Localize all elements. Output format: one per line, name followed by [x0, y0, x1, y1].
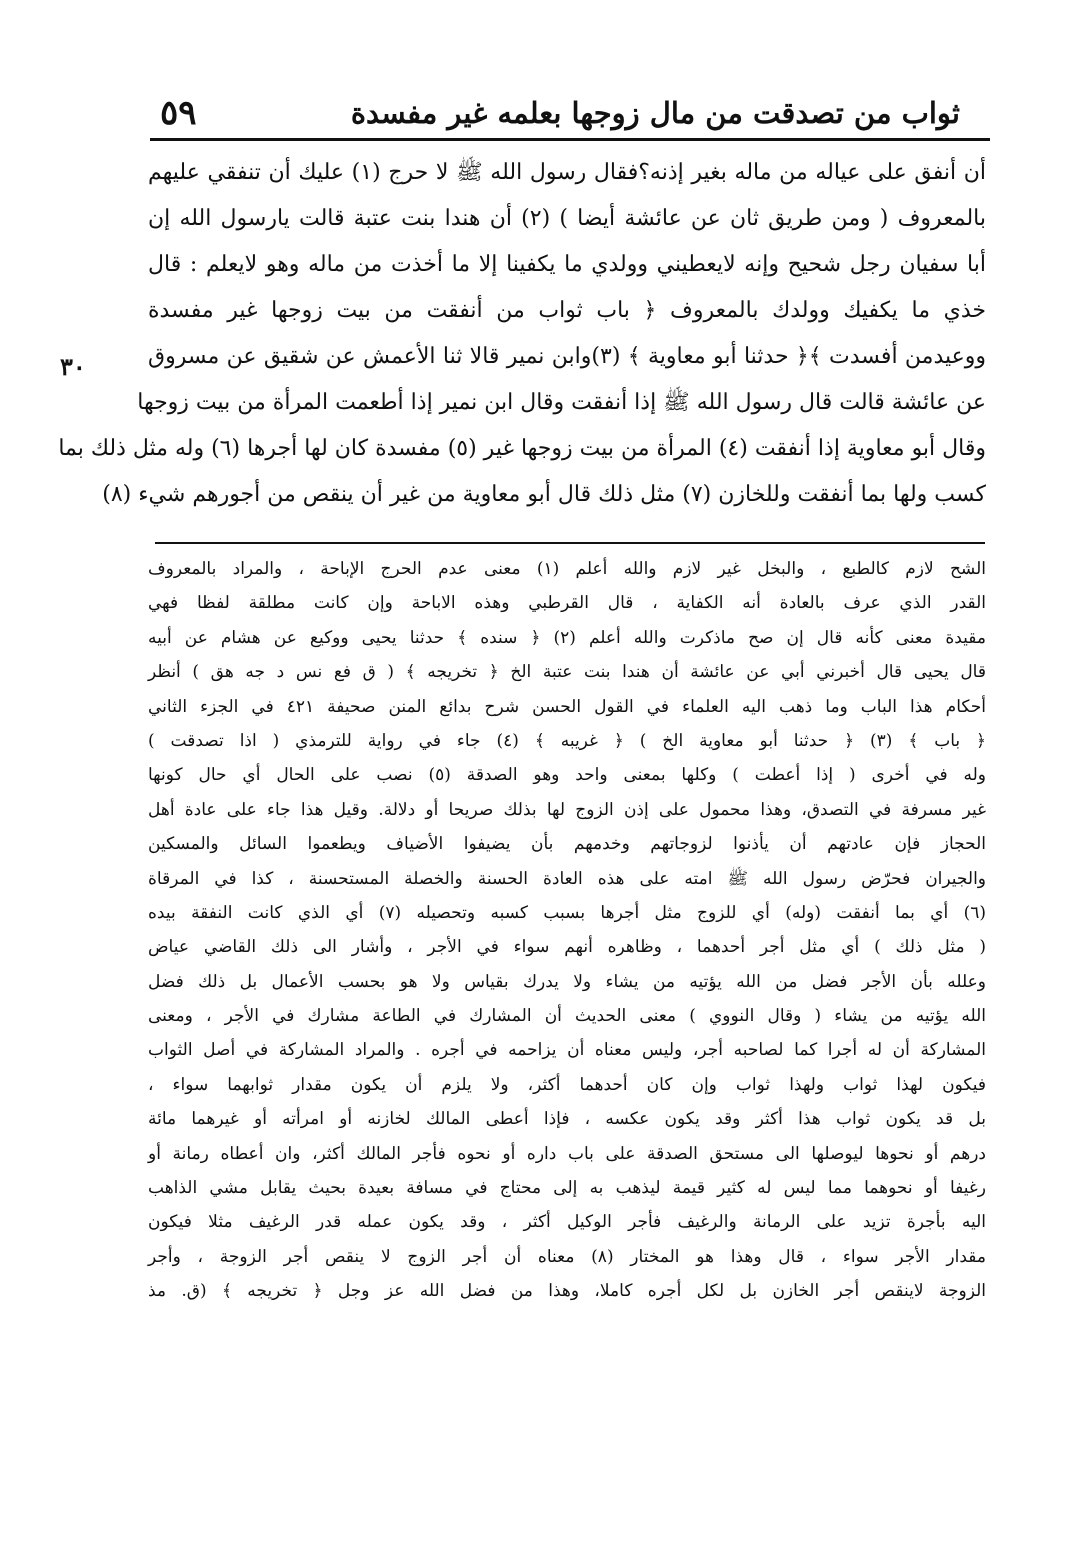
main-line: أبا سفيان رجل شحيح وإنه لايعطيني وولدي ما يكفينا إلا ما أخذت من ماله وهو لايعلم : قال: [148, 252, 986, 277]
main-line: بالمعروف ( ومن طريق ثان عن عائشة أيضا ) (٢) أن هندا بنت عتبة قالت يارسول الله إن: [148, 206, 987, 231]
main-line: كسب ولها بما أنفقت وللخازن (٧) مثل ذلك قال أبو معاوية من غير أن ينقص من أجورهم شيء (٨): [102, 482, 986, 507]
main-line: ووعيدمن أفسدت ﴾﴿ حدثنا أبو معاوية ﴾ (٣)وابن نمير قالا ثنا الأعمش عن شقيق عن مسروق: [148, 344, 987, 369]
footnote-line: اليه بأجرة تزيد على الرمانة والرغيف فأجر الوكيل أكثر ، وقد يكون عمله قدر الرغيف مثلا فيكون: [148, 1212, 986, 1233]
footnote-line: والجيران فحرّض رسول الله ﷺ امته على هذه العادة الحسنة والخصلة المستحسنة ، كذا في المرقاة: [148, 868, 987, 889]
footnote-line: الشح لازم كالطبع ، والبخل غير لازم والله أعلم (١) معنى عدم الحرج الإباحة ، والمراد بالمعروف: [148, 559, 986, 579]
footnote-line: وله في أخرى ( إذا أعطت ) وكلها بمعنى واحد وهو الصدقة (٥) نصب على الحال أي حال كونها: [148, 765, 986, 786]
page-number: ٥٩: [160, 93, 197, 133]
header-rule: [150, 138, 990, 141]
footnote-line: وعلله بأن الأجر فضل من الله يؤتيه من يشاء ولا يدرك بقياس ولا هو بحسب الأعمال بل ذلك فضل: [148, 971, 986, 992]
footnotes: [148, 552, 986, 1309]
footnote-line: مقيدة معنى كأنه قال إن صح ماذكرت والله أعلم (٢) ﴿ سنده ﴾ حدثنا يحيى ووكيع عن هشام عن أبيه: [148, 627, 986, 648]
footnote-line: الله يؤتيه من يشاء ( وقال النووي ) معنى الحديث أن المشارك في الطاعة مشارك في الأجر ، ومعنى: [148, 1006, 986, 1027]
main-line: أن أنفق على عياله من ماله بغير إذنه؟فقال رسول الله ﷺ لا حرج (١) عليك أن تنفقي عليهم: [148, 160, 987, 185]
footnote-line: الزوجة لاينقص أجر الخازن بل لكل أجره كاملا، وهذا من فضل الله عز وجل ﴿ تخريجه ﴾ (ق. مذ: [148, 1281, 986, 1302]
footnote-line: مقدار الأجر سواء ، قال وهذا هو المختار (٨) معناه أن أجر الزوج لا ينقص أجر الزوجة ، وأجر: [148, 1246, 986, 1267]
margin-hadith-number: ٣٠: [60, 352, 86, 381]
footnote-line: المشاركة أن له أجرا كما لصاحبه أجر، وليس معناه أن يزاحمه في أجره . والمراد المشاركة في أصل الثواب: [148, 1040, 986, 1061]
footnote-line: رغيفا أو نحوهما مما ليس له كثير قيمة ليذهب به إلى محتاج في مسافة بعيدة بحيث يقابل مشي الذاهب: [148, 1178, 986, 1199]
footnote-line: قال يحيى قال أخبرني أبي عن عائشة أن هندا بنت عتبة الخ ﴿ تخريجه ﴾ ( ق فع نس د جه هق ) أنظر: [148, 662, 986, 683]
footnote-line: غير مسرفة في التصدق، وهذا محمول على إذن الزوج لها بذلك صريحا أو دلالة. وقيل هذا جاء على عادة أهل: [148, 799, 986, 820]
page-header: [160, 88, 960, 138]
footnote-line: ﴿ باب ﴾ (٣) ﴿ حدثنا أبو معاوية الخ ) ﴿ غريبه ﴾ (٤) جاء في رواية للترمذي ( اذا تصدقت ): [148, 730, 986, 751]
footnote-line: بل قد يكون ثواب هذا أكثر وقد يكون عكسه ، فإذا أعطى المالك لخازنه أو امرأته أو غيرهما مائة: [148, 1109, 986, 1130]
footnote-line: أحكام هذا الباب وما ذهب اليه العلماء في القول الحسن شرح بدائع المنن صحيفة ٤٢١ في الجزء الثاني: [148, 696, 987, 717]
footnote-line: (٦) أي بما أنفقت (وله) أي للزوج مثل أجرها بسبب كسبه وتحصيله (٧) أي الذي كانت النفقة بيده: [148, 902, 986, 923]
footnote-line: درهم أو نحوها ليوصلها الى مستحق الصدقة على باب داره أو نحوه فأجر المالك أكثر، وان أعطاه رمانة أو: [148, 1143, 986, 1164]
main-line: خذي ما يكفيك وولدك بالمعروف ﴿ باب ثواب من أنفقت من بيت زوجها غير مفسدة: [148, 298, 986, 323]
footnotes-separator: [155, 542, 985, 544]
main-line: عن عائشة قالت قال رسول الله ﷺ إذا أنفقت وقال ابن نمير إذا أطعمت المرأة من بيت زوجها: [137, 390, 986, 415]
footnote-line: ( مثل ذلك ) أي مثل أجر أحدهما ، وظاهره أنهم سواء في الأجر ، وأشار الى ذلك القاضي عياض: [148, 937, 986, 958]
footnote-line: فيكون لهذا ثواب ولهذا ثواب وإن كان أحدهما أكثر، ولا يلزم أن يكون مقدار ثوابهما سواء ،: [148, 1074, 986, 1095]
running-title: ثواب من تصدقت من مال زوجها بعلمه غير مفسدة: [350, 96, 960, 130]
main-line: وقال أبو معاوية إذا أنفقت (٤) المرأة من بيت زوجها غير (٥) مفسدة كان لها أجرها (٦) وله مثل ذلك بما: [58, 436, 986, 461]
footnote-line: القدر الذي عرف بالعادة أنه الكفاية ، قال القرطبي وهذه الاباحة وإن كانت مطلقة لفظا فهي: [148, 593, 986, 614]
footnote-line: الحجاز فإن عادتهم أن يأذنوا لزوجاتهم وخدمهم بأن يضيفوا الأضياف ويطعموا السائل والمسكين: [148, 834, 986, 855]
